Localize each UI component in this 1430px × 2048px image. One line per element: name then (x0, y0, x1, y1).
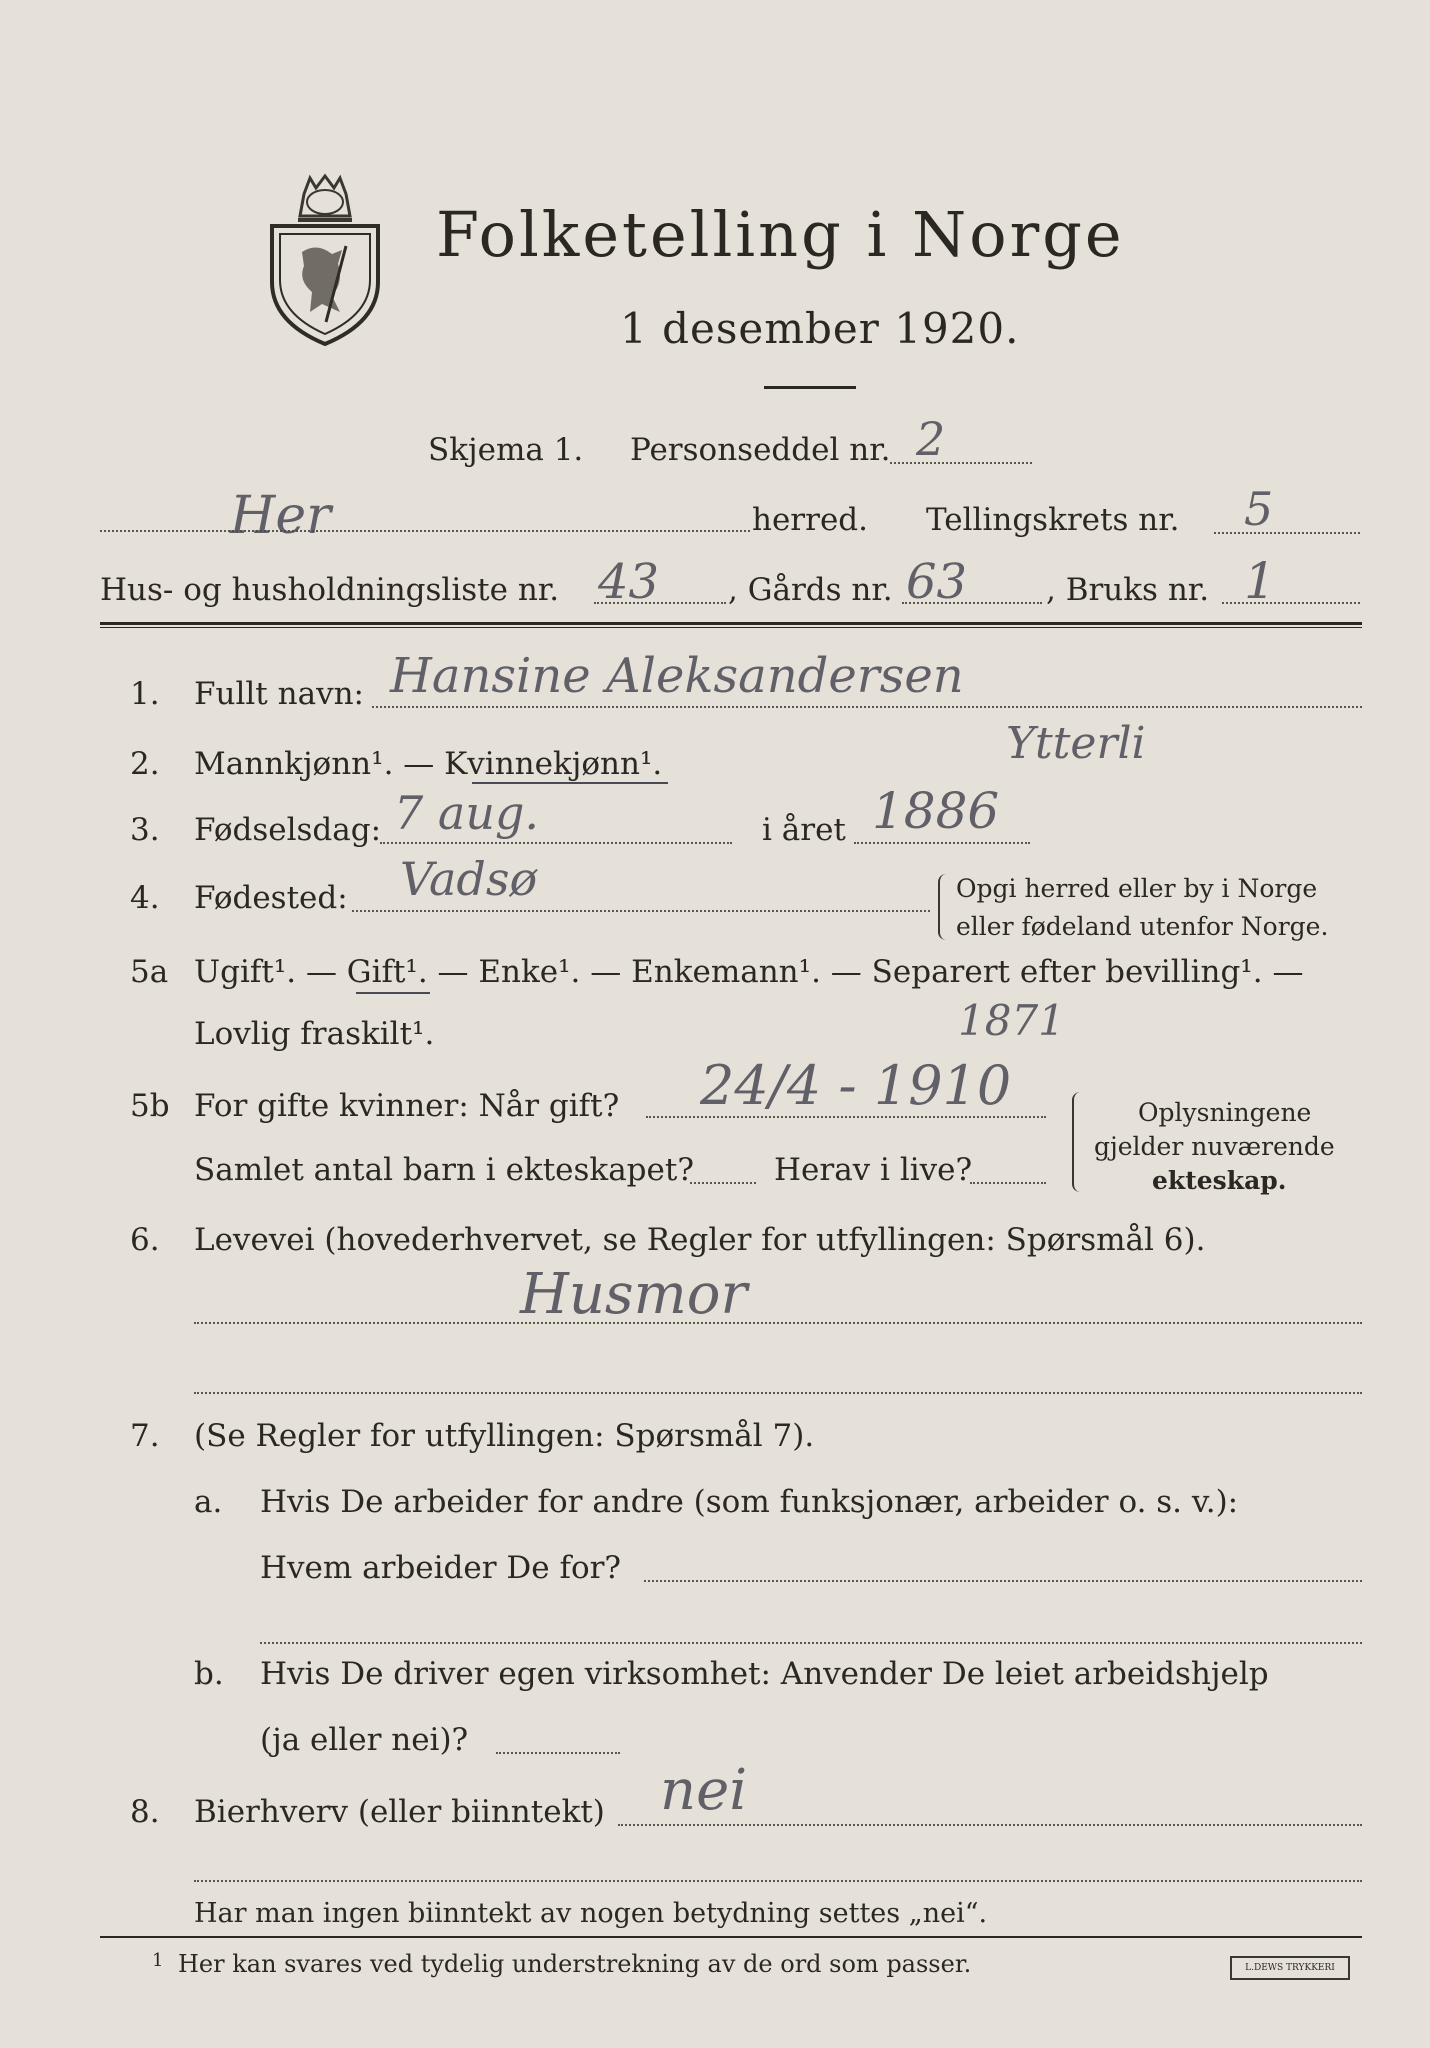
q3-day-line (380, 842, 732, 844)
q6-label: Levevei (hovederhvervet, se Regler for utfyllingen: Spørsmål 6). (194, 1222, 1206, 1258)
q3-year-value: 1886 (872, 782, 1000, 840)
gards-label: , Gårds nr. (728, 572, 893, 608)
q2-label: Mannkjønn¹. — Kvinnekjønn¹. (194, 746, 663, 782)
q8-label: Bierhverv (eller biinntekt) (194, 1794, 605, 1830)
bruks-line (1222, 602, 1360, 604)
q3-label: Fødselsdag: (194, 812, 382, 848)
gards-value: 63 (906, 554, 968, 610)
q5a-line-1: Ugift¹. — Gift¹. — Enke¹. — Enkemann¹. — Separert efter bevilling¹. — (194, 954, 1304, 990)
q5a-line-2: Lovlig fraskilt¹. (194, 1016, 435, 1052)
q6-line-1 (194, 1322, 1362, 1324)
herred-label: herred. (752, 502, 868, 538)
q7a-line-value-1 (644, 1580, 1362, 1582)
q2-extra: Ytterli (1006, 718, 1146, 769)
q5a-number: 5a (130, 954, 169, 990)
q4-value: Vadsø (400, 852, 538, 906)
form-title: Folketelling i Norge (436, 198, 1125, 271)
q5b-above-value: 1871 (958, 996, 1065, 1045)
header-rule-bottom (100, 627, 1362, 628)
q7-label: (Se Regler for utfyllingen: Spørsmål 7). (194, 1418, 815, 1454)
q5b-label-2: Samlet antal barn i ekteskapet? (194, 1152, 694, 1188)
footnote: Her kan svares ved tydelig understrekning av de ord som passer. (178, 1950, 972, 1978)
q5b-label-3: Herav i live? (774, 1152, 973, 1188)
q7b-line-value (496, 1752, 620, 1754)
q5b-value-1: 24/4 - 1910 (700, 1054, 1012, 1117)
personseddel-value: 2 (916, 412, 946, 466)
q5b-note-3: ekteskap. (1152, 1166, 1287, 1195)
q8-number: 8. (130, 1794, 160, 1830)
personseddel-line (890, 462, 1032, 464)
q8-value: nei (660, 1758, 748, 1823)
q1-number: 1. (130, 676, 160, 712)
q8-line-2 (194, 1880, 1362, 1882)
tellingskrets-value: 5 (1244, 482, 1274, 536)
bruks-value: 1 (1244, 552, 1276, 610)
q4-note-2: eller fødeland utenfor Norge. (956, 912, 1329, 941)
q1-value: Hansine Aleksandersen (390, 648, 964, 704)
q7b-number: b. (194, 1656, 224, 1692)
hus-label: Hus- og husholdningsliste nr. (100, 572, 560, 608)
q4-line (352, 910, 930, 912)
footer-rule (100, 1936, 1362, 1938)
q7a-line-value-2 (260, 1642, 1362, 1644)
q5b-line-3 (970, 1182, 1046, 1184)
q7a-number: a. (194, 1484, 223, 1520)
q2-number: 2. (130, 746, 160, 782)
footer-note: Har man ingen biinntekt av nogen betydning settes „nei“. (194, 1898, 988, 1929)
q6-line-2 (194, 1392, 1362, 1394)
q7a-line-1: Hvis De arbeider for andre (som funksjonær, arbeider o. s. v.): (260, 1484, 1239, 1520)
hus-value: 43 (598, 554, 660, 610)
q3-year-label: i året (762, 812, 846, 848)
q3-day-value: 7 aug. (394, 786, 540, 840)
q6-number: 6. (130, 1222, 160, 1258)
q7b-line-2: (ja eller nei)? (260, 1722, 469, 1758)
bruks-label: , Bruks nr. (1046, 572, 1210, 608)
q5b-line-2 (690, 1182, 756, 1184)
coat-of-arms-icon (262, 172, 388, 348)
q5b-label-1: For gifte kvinner: Når gift? (194, 1088, 620, 1124)
q4-label: Fødested: (194, 880, 348, 916)
q6-value: Husmor (520, 1262, 748, 1327)
q4-number: 4. (130, 880, 160, 916)
q2-underline (472, 782, 668, 784)
q1-line (372, 706, 1362, 708)
q5b-note-2: gjelder nuværende (1094, 1132, 1335, 1161)
q3-year-line (854, 842, 1030, 844)
q1-label: Fullt navn: (194, 676, 364, 712)
census-date: 1 desember 1920. (620, 304, 1020, 353)
footnote-mark: 1 (152, 1950, 164, 1971)
q4-note-1: Opgi herred eller by i Norge (956, 874, 1318, 903)
title-divider (764, 386, 856, 389)
q7a-line-2: Hvem arbeider De for? (260, 1550, 622, 1586)
header-rule-top (100, 622, 1362, 625)
herred-line (100, 530, 750, 532)
q7b-line-1: Hvis De driver egen virksomhet: Anvender De leiet arbeidshjelp (260, 1656, 1269, 1692)
q3-number: 3. (130, 812, 160, 848)
q5b-brace (1072, 1092, 1084, 1192)
q5a-underline (356, 992, 430, 994)
q5b-number: 5b (130, 1088, 170, 1124)
q5b-note-1: Oplysningene (1138, 1098, 1312, 1127)
q8-line-1 (618, 1824, 1362, 1826)
skjema-label: Skjema 1. (428, 432, 584, 468)
tellingskrets-line (1214, 532, 1360, 534)
herred-value: Her (230, 486, 331, 546)
q4-brace (938, 874, 948, 940)
personseddel-label: Personseddel nr. (630, 432, 891, 468)
q7-number: 7. (130, 1418, 160, 1454)
tellingskrets-label: Tellingskrets nr. (926, 502, 1180, 538)
printer-stamp: L.DEWS TRYKKERI (1230, 1956, 1350, 1980)
